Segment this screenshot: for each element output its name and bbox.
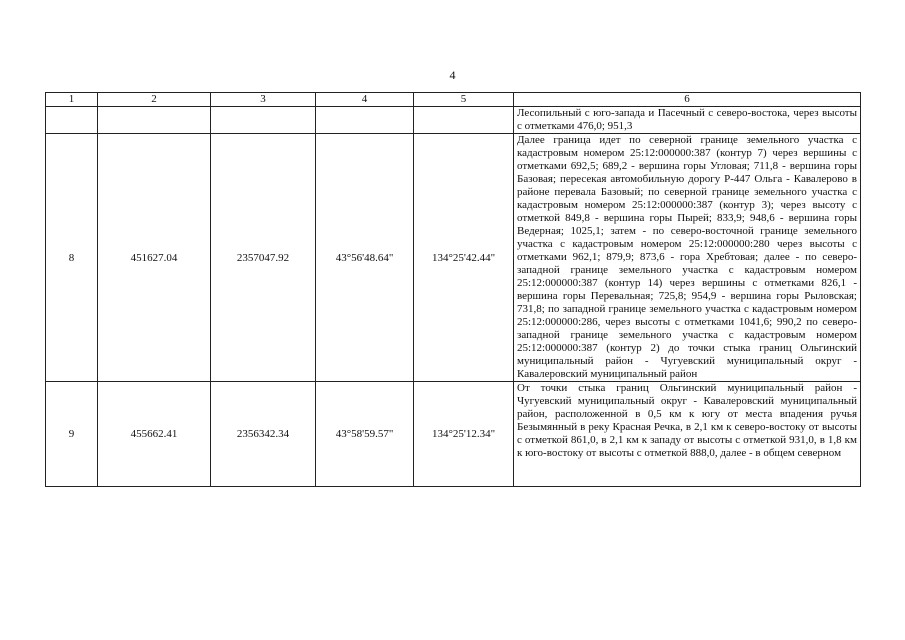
header-col-1: 1 — [46, 93, 98, 107]
boundary-description: Далее граница идет по северной границе земельного участка с кадастровым номером 25:12:000000:387 (контур 7) через вершины с отметками 692,5; 689,2 - вершина горы Угловая; 711,8 - вершина горы Базовая; пересекая автомобильную дорогу Р-447 Ольга - Кавалерово в районе перевала Базовый; по северной границе земельного участка с кадастровым номером 25:12:000000:387 (контур 3); через высоту с отметкой 849,8 - вершина горы Пырей; 833,9; 948,6 - вершина горы Ведерная; 1025,1; затем - по северо-восточной границе земельного участка с кадастровым номером 25:12:000000:280 через высоты с отметками 962,1; 879,9; 873,6 - гора Хребтовая; далее - по северо-западной границе земельного участка с кадастровым номером 25:12:000000:387 (контур 14) через вершины с отметками 826,1 - вершина горы Перевальная; 725,8; 954,9 - вершина горы Рыловская; 731,8; по западной границе земельного участка с кадастровым номером 25:12:000000:286, через высоты с отметками 1041,6; 990,2 по северо-западной границе земельного участка с кадастровым номером 25:12:000000:387 (контур 2) до точки стыка границ Ольгинский муниципальный район - Чугуевский муниципальный округ - Кавалеровский муниципальный район — [514, 134, 861, 382]
boundary-description: От точки стыка границ Ольгинский муниципальный район - Чугуевский муниципальный округ - Кавалеровский муниципальный район, расположенной в 0,5 км к югу от места впадения ручья Безымянный в реку Красная Речка, в 2,1 км к северо-востоку от высоты с отметкой 861,0, в 2,1 км к западу от высоты с отметкой 931,0, в 1,8 км к юго-востоку от высоты с отметкой 888,0, далее - в общем северном — [517, 382, 857, 459]
point-number — [46, 107, 98, 134]
header-col-3: 3 — [211, 93, 316, 107]
header-col-5: 5 — [414, 93, 514, 107]
header-col-4: 4 — [316, 93, 414, 107]
longitude — [414, 107, 514, 134]
table-row — [46, 134, 861, 382]
boundary-points-table — [45, 92, 861, 487]
header-col-2: 2 — [98, 93, 211, 107]
x-coordinate: 451627.04 — [98, 134, 211, 382]
table-header-row — [46, 93, 861, 107]
boundary-description: Лесопильный с юго-запада и Пасечный с северо-востока, через высоты с отметками 476,0; 951,3 — [514, 107, 861, 134]
latitude: 43°56'48.64" — [316, 134, 414, 382]
point-number: 9 — [46, 382, 98, 487]
y-coordinate: 2357047.92 — [211, 134, 316, 382]
table-row — [46, 382, 861, 487]
header-col-6: 6 — [514, 93, 861, 107]
latitude — [316, 107, 414, 134]
boundary-description-cell — [514, 382, 861, 487]
x-coordinate — [98, 107, 211, 134]
x-coordinate: 455662.41 — [98, 382, 211, 487]
longitude: 134°25'12.34" — [414, 382, 514, 487]
y-coordinate — [211, 107, 316, 134]
latitude: 43°58'59.57" — [316, 382, 414, 487]
longitude: 134°25'42.44" — [414, 134, 514, 382]
y-coordinate: 2356342.34 — [211, 382, 316, 487]
point-number: 8 — [46, 134, 98, 382]
table-row — [46, 107, 861, 134]
page-number: 4 — [449, 68, 456, 82]
